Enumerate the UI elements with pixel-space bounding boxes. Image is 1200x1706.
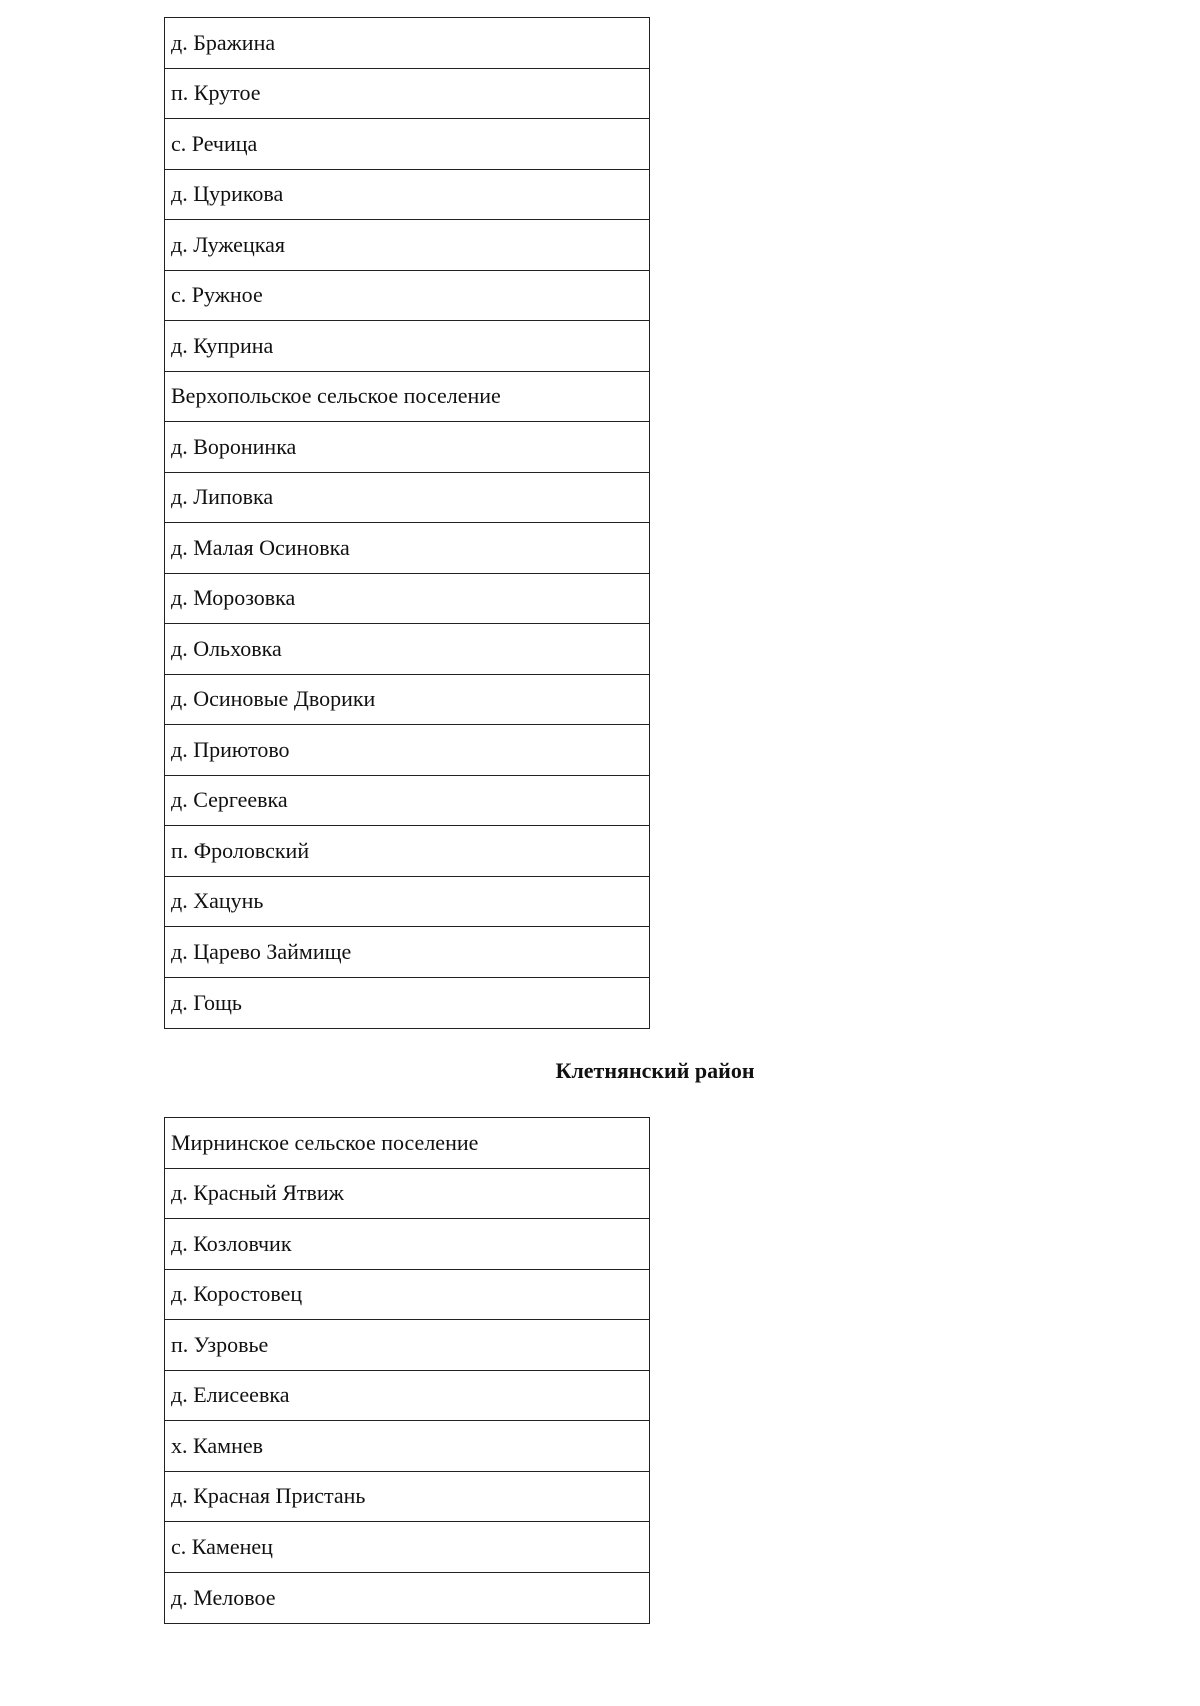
table-row [165,170,649,221]
settlement-name: д. Царево Займище [171,938,352,964]
table-row [165,574,649,625]
settlement-name: д. Морозовка [171,585,296,611]
table-row [165,1270,649,1321]
table-row [165,978,649,1029]
table-row [165,69,649,120]
settlement-name: д. Цурикова [171,181,284,207]
section-heading: Клетнянский район [555,1058,755,1083]
table-row [165,473,649,524]
settlement-name: д. Лужецкая [171,231,285,257]
table-row [165,675,649,726]
table-row [165,1522,649,1573]
table-row [165,271,649,322]
settlement-name: д. Приютово [171,736,290,762]
settlement-name: д. Бражина [171,29,276,55]
settlement-name: п. Фроловский [171,837,310,863]
settlement-name: д. Гощь [171,989,242,1015]
table-row [165,877,649,928]
settlement-name: д. Красная Пристань [171,1483,366,1509]
settlement-name: п. Крутое [171,80,261,106]
settlement-name: д. Ольховка [171,635,282,661]
table-row [165,1472,649,1523]
table-row [165,826,649,877]
table-row [165,321,649,372]
table-row [165,1421,649,1472]
settlement-name: д. Хацунь [171,888,264,914]
settlement-name: с. Каменец [171,1533,273,1559]
table-row [165,624,649,675]
settlement-name: д. Сергеевка [171,787,288,813]
settlement-name: д. Козловчик [171,1230,292,1256]
table-row [165,1169,649,1220]
settlements-table-2 [164,1117,650,1624]
settlement-name: Верхопольское сельское поселение [171,383,501,409]
table-row [165,119,649,170]
settlement-name: д. Малая Осиновка [171,534,350,560]
settlements-table-1 [164,17,650,1029]
table-row [165,523,649,574]
table-row [165,1573,649,1624]
table-row [165,1320,649,1371]
settlement-name: х. Камнев [171,1432,263,1458]
table-row [165,927,649,978]
table-row [165,776,649,827]
settlement-name: с. Речица [171,130,258,156]
settlement-name: д. Воронинка [171,433,297,459]
settlement-name: д. Елисеевка [171,1382,290,1408]
settlement-name: Мирнинское сельское поселение [171,1129,479,1155]
table-row [165,725,649,776]
table-row [165,1118,649,1169]
table-row [165,372,649,423]
settlement-name: п. Узровье [171,1331,269,1357]
settlement-name: д. Коростовец [171,1281,303,1307]
settlement-name: д. Меловое [171,1584,276,1610]
table-row [165,422,649,473]
settlement-name: д. Красный Ятвиж [171,1180,344,1206]
table-row [165,1219,649,1270]
table-row [165,1371,649,1422]
settlement-name: с. Ружное [171,282,263,308]
table-row [165,18,649,69]
settlement-name: д. Осиновые Дворики [171,686,376,712]
settlement-name: д. Липовка [171,484,274,510]
settlement-name: д. Куприна [171,332,274,358]
table-row [165,220,649,271]
